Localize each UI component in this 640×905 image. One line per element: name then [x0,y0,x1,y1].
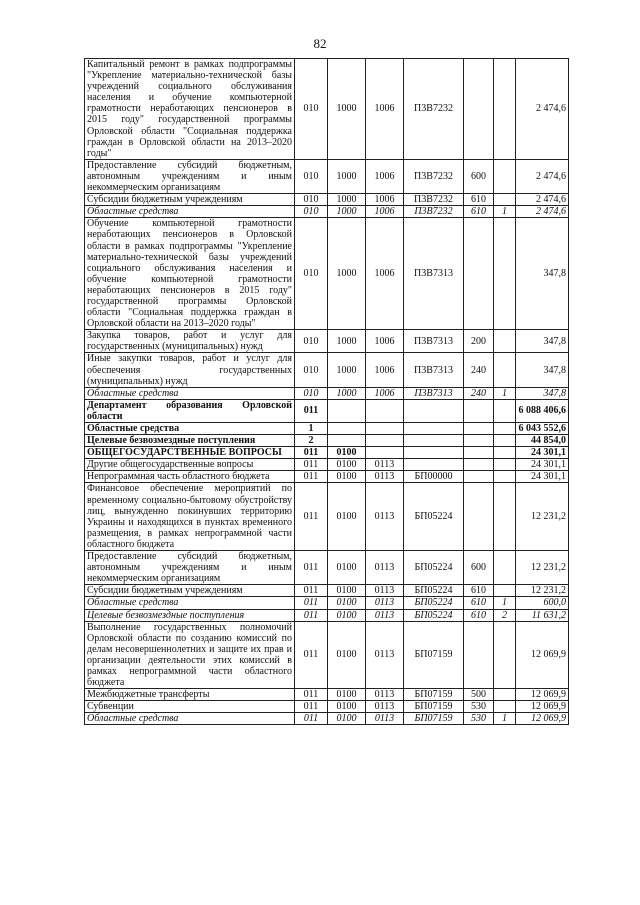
section-code-cell: 0100 [328,609,366,621]
budget-table-body [85,59,569,725]
expense-type-cell: 500 [464,689,494,701]
expense-type-cell: 200 [464,330,494,353]
section-code-cell: 0100 [328,689,366,701]
admin-code-cell: 010 [295,159,328,193]
admin-code-cell: 011 [295,701,328,713]
table-row [85,435,569,447]
row-name-cell: Межбюджетные трансферты [85,689,295,701]
admin-code-cell: 011 [295,459,328,471]
funding-source-cell [494,194,516,206]
subsection-code-cell: 0113 [366,689,404,701]
section-code-cell: 1000 [328,59,366,160]
row-name-cell: Областные средства [85,597,295,609]
funding-source-cell [494,353,516,387]
admin-code-cell: 010 [295,194,328,206]
amount-cell: 2 474,6 [516,59,569,160]
subsection-code-cell: 1006 [366,353,404,387]
funding-source-cell [494,447,516,459]
admin-code-cell: 011 [295,447,328,459]
admin-code-cell: 011 [295,471,328,483]
subsection-code-cell: 0113 [366,471,404,483]
target-article-cell [404,459,464,471]
target-article-cell: БП07159 [404,689,464,701]
table-row [85,59,569,160]
table-row [85,399,569,422]
admin-code-cell: 011 [295,399,328,422]
target-article-cell: БП05224 [404,609,464,621]
table-row [85,159,569,193]
admin-code-cell: 1 [295,423,328,435]
amount-cell: 24 301,1 [516,459,569,471]
target-article-cell: БП05224 [404,585,464,597]
expense-type-cell: 240 [464,387,494,399]
admin-code-cell: 010 [295,353,328,387]
amount-cell: 6 088 406,6 [516,399,569,422]
subsection-code-cell: 0113 [366,621,404,689]
funding-source-cell: 1 [494,387,516,399]
target-article-cell: БП05224 [404,597,464,609]
subsection-code-cell: 0113 [366,597,404,609]
section-code-cell: 0100 [328,713,366,725]
table-row [85,194,569,206]
target-article-cell: БП07159 [404,701,464,713]
subsection-code-cell [366,435,404,447]
funding-source-cell [494,330,516,353]
section-code-cell: 0100 [328,471,366,483]
row-name-cell: ОБЩЕГОСУДАРСТВЕННЫЕ ВОПРОСЫ [85,447,295,459]
table-row [85,551,569,585]
table-row [85,471,569,483]
subsection-code-cell: 0113 [366,585,404,597]
funding-source-cell [494,423,516,435]
row-name-cell: Выполнение государственных полномочий Орловской области по созданию комиссий по делам несовершеннолетних и защите их прав и организации деятельности этих комиссий в рамках непрограммной части областного бюджета [85,621,295,689]
row-name-cell: Непрограммная часть областного бюджета [85,471,295,483]
subsection-code-cell: 0113 [366,483,404,551]
target-article-cell: П3В7232 [404,194,464,206]
subsection-code-cell: 0113 [366,551,404,585]
funding-source-cell: 1 [494,206,516,218]
subsection-code-cell: 1006 [366,194,404,206]
amount-cell: 347,8 [516,330,569,353]
expense-type-cell: 610 [464,585,494,597]
subsection-code-cell: 0113 [366,713,404,725]
table-row [85,483,569,551]
section-code-cell: 1000 [328,206,366,218]
amount-cell: 347,8 [516,387,569,399]
amount-cell: 12 069,9 [516,621,569,689]
funding-source-cell [494,159,516,193]
amount-cell: 347,8 [516,218,569,330]
admin-code-cell: 011 [295,597,328,609]
table-row [85,218,569,330]
table-row [85,459,569,471]
amount-cell: 24 301,1 [516,447,569,459]
table-row [85,423,569,435]
funding-source-cell [494,218,516,330]
budget-table [84,58,569,725]
expense-type-cell: 530 [464,701,494,713]
funding-source-cell: 2 [494,609,516,621]
funding-source-cell [494,483,516,551]
section-code-cell: 1000 [328,387,366,399]
expense-type-cell: 240 [464,353,494,387]
admin-code-cell: 011 [295,483,328,551]
amount-cell: 6 043 552,6 [516,423,569,435]
section-code-cell [328,399,366,422]
target-article-cell: БП05224 [404,483,464,551]
amount-cell: 11 631,2 [516,609,569,621]
row-name-cell: Областные средства [85,206,295,218]
table-row [85,330,569,353]
row-name-cell: Областные средства [85,423,295,435]
table-row [85,689,569,701]
expense-type-cell [464,423,494,435]
section-code-cell: 1000 [328,353,366,387]
table-row [85,597,569,609]
section-code-cell: 0100 [328,621,366,689]
funding-source-cell [494,435,516,447]
target-article-cell [404,423,464,435]
admin-code-cell: 010 [295,387,328,399]
expense-type-cell: 600 [464,159,494,193]
funding-source-cell [494,459,516,471]
section-code-cell [328,435,366,447]
admin-code-cell: 010 [295,218,328,330]
subsection-code-cell: 1006 [366,159,404,193]
expense-type-cell [464,218,494,330]
expense-type-cell: 530 [464,713,494,725]
amount-cell: 347,8 [516,353,569,387]
row-name-cell: Финансовое обеспечение мероприятий по временному социально-бытовому обустройству лиц, вынужденно покинувших территорию Украины и находящихся в пунктах временного размещения, в рамках непрограммной части областного бюджета [85,483,295,551]
section-code-cell: 0100 [328,597,366,609]
subsection-code-cell [366,399,404,422]
table-row [85,701,569,713]
subsection-code-cell: 1006 [366,206,404,218]
row-name-cell: Департамент образования Орловской области [85,399,295,422]
target-article-cell: БП00000 [404,471,464,483]
section-code-cell: 0100 [328,447,366,459]
section-code-cell: 0100 [328,551,366,585]
funding-source-cell [494,689,516,701]
subsection-code-cell: 1006 [366,218,404,330]
target-article-cell: П3В7313 [404,387,464,399]
admin-code-cell: 011 [295,689,328,701]
row-name-cell: Предоставление субсидий бюджетным, автономным учреждениям и иным некоммерческим организациям [85,159,295,193]
subsection-code-cell: 1006 [366,387,404,399]
subsection-code-cell: 1006 [366,59,404,160]
section-code-cell: 1000 [328,330,366,353]
table-row [85,713,569,725]
row-name-cell: Областные средства [85,713,295,725]
funding-source-cell [494,399,516,422]
admin-code-cell: 011 [295,609,328,621]
amount-cell: 2 474,6 [516,206,569,218]
row-name-cell: Субвенции [85,701,295,713]
table-row [85,609,569,621]
target-article-cell: П3В7313 [404,330,464,353]
subsection-code-cell: 0113 [366,701,404,713]
expense-type-cell: 610 [464,194,494,206]
admin-code-cell: 010 [295,330,328,353]
target-article-cell: П3В7232 [404,59,464,160]
table-row [85,447,569,459]
funding-source-cell: 1 [494,597,516,609]
admin-code-cell: 2 [295,435,328,447]
admin-code-cell: 011 [295,713,328,725]
amount-cell: 600,0 [516,597,569,609]
amount-cell: 12 069,9 [516,689,569,701]
expense-type-cell: 610 [464,206,494,218]
target-article-cell: П3В7232 [404,206,464,218]
target-article-cell: П3В7313 [404,218,464,330]
amount-cell: 12 231,2 [516,551,569,585]
row-name-cell: Целевые безвозмездные поступления [85,609,295,621]
subsection-code-cell: 0113 [366,609,404,621]
amount-cell: 12 231,2 [516,585,569,597]
target-article-cell: БП07159 [404,713,464,725]
target-article-cell: БП05224 [404,551,464,585]
section-code-cell: 1000 [328,194,366,206]
page-number: 82 [313,36,327,51]
table-row [85,206,569,218]
expense-type-cell [464,399,494,422]
funding-source-cell [494,551,516,585]
expense-type-cell [464,471,494,483]
row-name-cell: Другие общегосударственные вопросы [85,459,295,471]
admin-code-cell: 010 [295,59,328,160]
expense-type-cell: 610 [464,609,494,621]
expense-type-cell [464,483,494,551]
target-article-cell: БП07159 [404,621,464,689]
amount-cell: 24 301,1 [516,471,569,483]
amount-cell: 2 474,6 [516,194,569,206]
section-code-cell: 1000 [328,159,366,193]
amount-cell: 12 231,2 [516,483,569,551]
section-code-cell: 0100 [328,701,366,713]
subsection-code-cell [366,447,404,459]
funding-source-cell [494,59,516,160]
row-name-cell: Иные закупки товаров, работ и услуг для обеспечения государственных (муниципальных) нужд [85,353,295,387]
table-row [85,585,569,597]
row-name-cell: Целевые безвозмездные поступления [85,435,295,447]
table-row [85,387,569,399]
funding-source-cell: 1 [494,713,516,725]
row-name-cell: Обучение компьютерной грамотности неработающих пенсионеров в Орловской области в рамках подпрограммы "Укрепление материально-технической базы учреждений социального обслуживания населения и обучение компьютерной грамотности неработающих пенсионеров в 2015 году" государственной программы Орловской области "Социальная поддержка граждан в Орловской области на 2013–2020 годы" [85,218,295,330]
amount-cell: 2 474,6 [516,159,569,193]
funding-source-cell [494,471,516,483]
amount-cell: 44 854,0 [516,435,569,447]
table-row [85,353,569,387]
expense-type-cell [464,459,494,471]
admin-code-cell: 010 [295,206,328,218]
target-article-cell: П3В7313 [404,353,464,387]
expense-type-cell [464,621,494,689]
funding-source-cell [494,621,516,689]
row-name-cell: Предоставление субсидий бюджетным, автономным учреждениям и иным некоммерческим организациям [85,551,295,585]
section-code-cell [328,423,366,435]
row-name-cell: Субсидии бюджетным учреждениям [85,585,295,597]
target-article-cell [404,447,464,459]
section-code-cell: 0100 [328,585,366,597]
expense-type-cell [464,435,494,447]
amount-cell: 12 069,9 [516,713,569,725]
admin-code-cell: 011 [295,621,328,689]
admin-code-cell: 011 [295,551,328,585]
section-code-cell: 0100 [328,483,366,551]
funding-source-cell [494,701,516,713]
admin-code-cell: 011 [295,585,328,597]
row-name-cell: Областные средства [85,387,295,399]
section-code-cell: 0100 [328,459,366,471]
row-name-cell: Субсидии бюджетным учреждениям [85,194,295,206]
table-row [85,621,569,689]
expense-type-cell [464,447,494,459]
row-name-cell: Закупка товаров, работ и услуг для государственных (муниципальных) нужд [85,330,295,353]
target-article-cell [404,435,464,447]
section-code-cell: 1000 [328,218,366,330]
subsection-code-cell: 1006 [366,330,404,353]
funding-source-cell [494,585,516,597]
row-name-cell: Капитальный ремонт в рамках подпрограммы "Укрепление материально-технической базы учреждений социального обслуживания населения и обучение компьютерной грамотности неработающих пенсионеров в 2015 году" государственной программы Орловской области "Социальная поддержка граждан в Орловской области на 2013–2020 годы" [85,59,295,160]
target-article-cell: П3В7232 [404,159,464,193]
subsection-code-cell [366,423,404,435]
target-article-cell [404,399,464,422]
expense-type-cell [464,59,494,160]
amount-cell: 12 069,9 [516,701,569,713]
subsection-code-cell: 0113 [366,459,404,471]
expense-type-cell: 600 [464,551,494,585]
expense-type-cell: 610 [464,597,494,609]
